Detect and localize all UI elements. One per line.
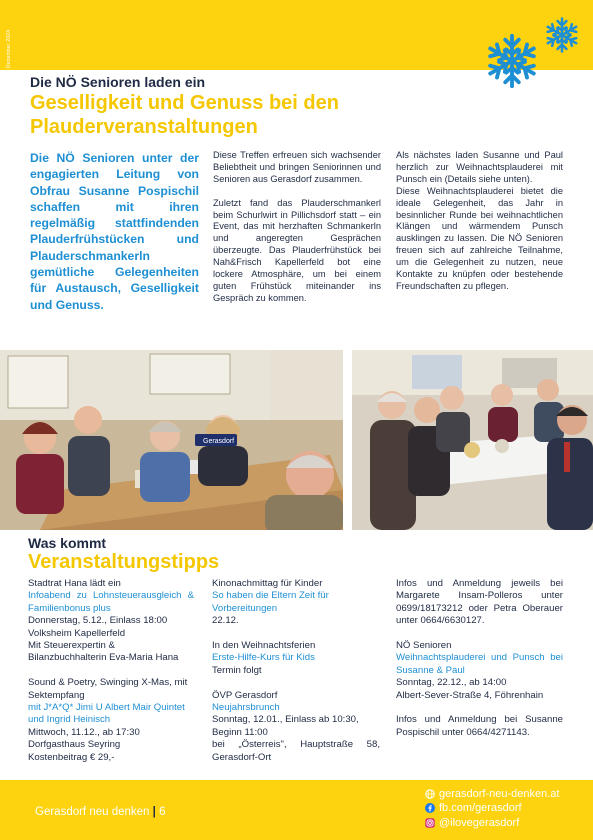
article-column-3 <box>396 150 563 305</box>
footer-contacts <box>425 787 559 830</box>
event-price: Kostenbeitrag € 29,- <box>28 751 115 763</box>
event-entry <box>28 677 194 764</box>
globe-icon <box>425 789 435 799</box>
event-name: Infoabend zu Lohnsteuerausgleich & Familienbonus plus <box>28 590 194 614</box>
event-intro: NÖ Senioren <box>396 640 452 652</box>
event-intro: Kinonachmittag für Kinder <box>212 578 323 589</box>
article-body <box>30 150 566 348</box>
event-date: Mittwoch, 11.12., ab 17:30 <box>28 726 140 738</box>
event-location: bei „Österreis", Hauptstraße 58, Gerasdorf-Ort <box>212 739 380 763</box>
instagram-icon <box>425 818 435 828</box>
facebook-link[interactable] <box>425 801 559 815</box>
tips-column-3 <box>396 578 563 752</box>
instagram-text: @ilovegerasdorf <box>439 816 520 829</box>
brand-name: Gerasdorf neu denken <box>35 806 150 818</box>
paragraph: Diese Treffen erfreuen sich wachsender Beliebtheit und bringen Seniorinnen und Senioren aus Gerasdorf zusammen. <box>213 150 381 184</box>
footer-brand <box>35 806 165 818</box>
event-location: Volksheim Kapellerfeld <box>28 627 126 639</box>
website-text: gerasdorf-neu-denken.at <box>439 788 560 800</box>
event-name: So haben die Eltern Zeit für Vorbereitungen <box>212 590 329 614</box>
event-entry <box>212 578 380 628</box>
event-date: Sonntag, 12.01., Einlass ab 10:30, Beginn 11:00 <box>212 714 359 738</box>
separator: | <box>152 806 156 818</box>
event-location: Albert-Sever-Straße 4, Föhrenhain <box>396 689 544 701</box>
paragraph: Als nächstes laden Susanne und Paul herzlich zur Weihnachtsplauderei mit Punsch ein (Details siehe unten). <box>396 150 563 184</box>
article-column-2 <box>213 150 381 317</box>
paragraph: Diese Weihnachtsplauderei bietet die ideale Gelegenheit, das Jahr in besinnlicher Runde bei weihnachtlichen Klängen und wärmendem Punsch ausklingen zu lassen. Die NÖ Senioren freuen sich auf zahlreiche Teilnahme, um die Gelegenheit zu nutzen, neue Kontakte zu knüpfen oder bestehende Freundschaften zu pflegen. <box>396 185 563 291</box>
event-entry <box>212 640 380 677</box>
event-name: Erste-Hilfe-Kurs für Kids <box>212 652 315 664</box>
tips-title: Veranstaltungstipps <box>28 551 220 573</box>
event-entry <box>396 640 563 702</box>
tips-column-1 <box>28 578 194 776</box>
instagram-link[interactable] <box>425 816 559 830</box>
event-photo-breakfast <box>0 350 343 530</box>
tips-kicker: Was kommt <box>28 535 107 551</box>
issue-date: Dezember 2024 <box>6 29 12 68</box>
event-date: Donnerstag, 5.12., Einlass 18:00 <box>28 615 168 627</box>
event-intro: ÖVP Gerasdorf <box>212 689 278 701</box>
facebook-icon <box>425 803 435 813</box>
event-entry <box>28 578 194 665</box>
event-name: mit J*A*Q* Jimi U Albert Mair Quintet und Ingrid Heinisch <box>28 702 185 726</box>
page-number: 6 <box>159 806 166 818</box>
snowflake-icon <box>483 32 541 90</box>
event-date: 22.12. <box>212 615 239 627</box>
article-title-line: Plauderveranstaltungen <box>30 116 258 138</box>
event-photo-dinner <box>352 350 593 530</box>
paragraph: Zuletzt fand das Plauderschmankerl beim Schurlwirt in Pillichsdorf statt – ein Event, das mit herzhaften Schmankerln und angeregten Gesprächen überzeugte. Das Plauderfrühstück bei Nah&Frisch Kapellerfeld bot eine lockere Atmosphäre, um bei einem guten Frühstück miteinander ins Gespräch zu kommen. <box>213 197 381 303</box>
event-note: Mit Steuerexpertin & Bilanzbuchhalterin Eva-Maria Hana <box>28 640 179 664</box>
photo-banner-text: Gerasdorf <box>203 438 235 445</box>
event-entry <box>212 690 380 764</box>
event-info: Infos und Anmeldung jeweils bei Margarete Insam-Polleros unter 0699/18173212 oder Petra Oberauer unter 0664/6630127. <box>396 578 563 627</box>
event-info: Infos und Anmeldung bei Susanne Pospischil unter 0664/4271143. <box>396 714 563 738</box>
event-intro: In den Weihnachtsferien <box>212 640 316 652</box>
event-location: Dorfgasthaus Seyring <box>28 739 121 751</box>
event-intro: Stadtrat Hana lädt ein <box>28 578 121 589</box>
article-kicker: Die NÖ Senioren laden ein <box>30 74 206 90</box>
event-note: Termin folgt <box>212 664 262 676</box>
facebook-text: fb.com/gerasdorf <box>439 802 522 815</box>
article-title <box>30 91 430 139</box>
event-name: Neujahrsbrunch <box>212 702 280 714</box>
event-intro: Sound & Poetry, Swinging X-Mas, mit Sektempfang <box>28 677 188 701</box>
website-link[interactable] <box>425 787 559 801</box>
article-lead: Die NÖ Senioren unter der engagierten Leitung von Obfrau Susanne Pospischil schaffen mit ihren regelmäßig stattfindenden Plauderfrühstücken und Plauderschmankerln gemütliche Gelegenheiten für Austausch, Geselligkeit und Genuss. <box>30 151 199 312</box>
tips-column-2 <box>212 578 380 776</box>
event-name: Weihnachtsplauderei und Punsch bei Susanne & Paul <box>396 652 563 676</box>
event-date: Sonntag, 22.12., ab 14:00 <box>396 677 507 689</box>
article-title-line: Geselligkeit und Genuss bei den <box>30 92 339 114</box>
snowflake-icon <box>543 16 581 54</box>
